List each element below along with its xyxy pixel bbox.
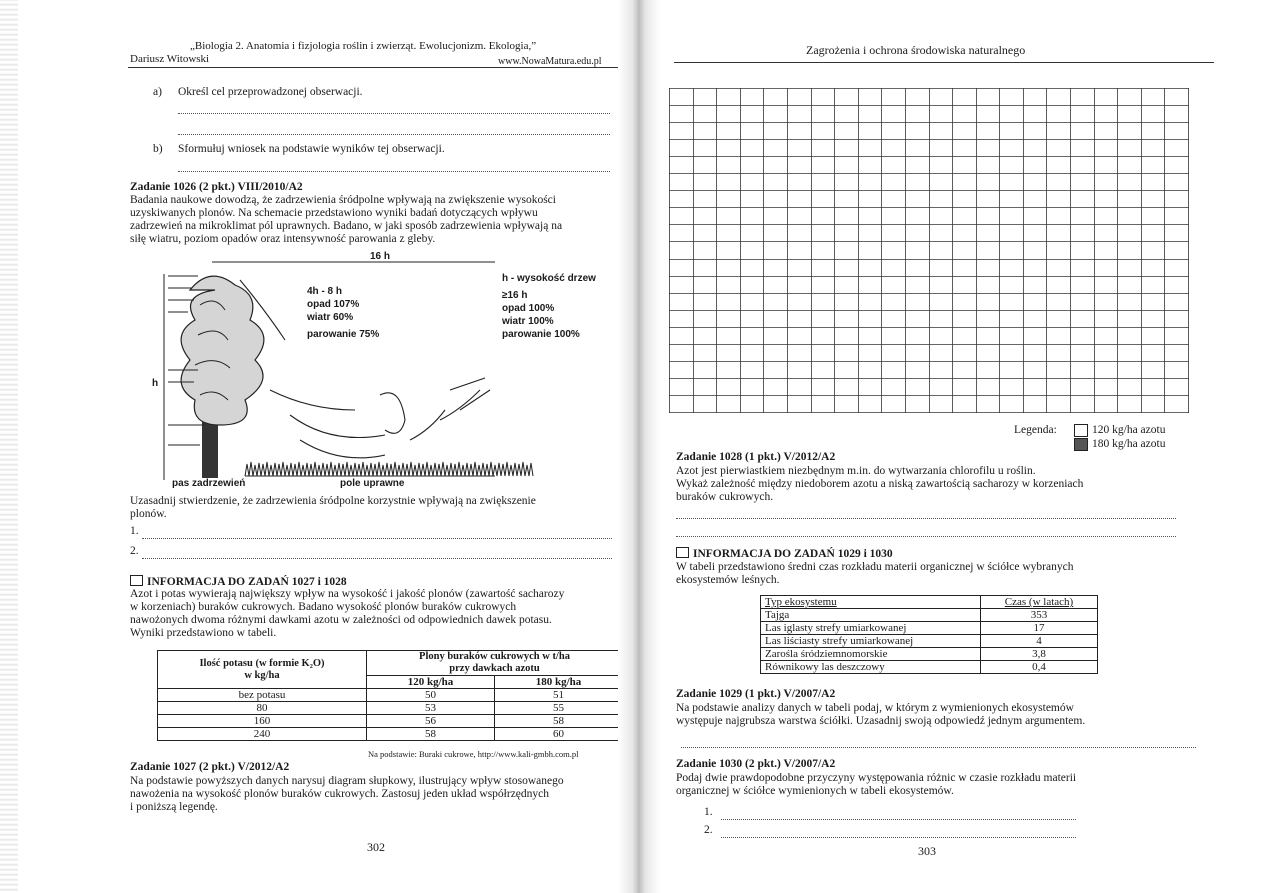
text-line: W tabeli przedstawiono średni czas rozkładu materii organicznej w ściółce wybranych [676,561,1074,573]
table-cell: 353 [981,609,1098,622]
table-row [761,661,1098,674]
table-cell: Las iglasty strefy umiarkowanej [761,622,981,635]
text-line: Uzasadnij stwierdzenie, że zadrzewienia śródpolne korzystnie wpływają na zwiększenie [130,495,536,507]
right-page [636,0,1263,893]
text-line: ekosystemów leśnych. [676,574,780,586]
near-zone-values [307,285,379,341]
table-row [761,609,1098,622]
text-line: Badania naukowe dowodzą, że zadrzewienia śródpolne wpływają na zwiększenie wysokości [130,194,556,206]
grid-graphic [669,88,1189,413]
answer-1-label: 1. [704,806,713,818]
answer-line[interactable] [681,746,1196,748]
table-cell: 58 [494,715,622,728]
yield-header [367,651,623,676]
answer-1-label: 1. [130,525,139,537]
text-line: w korzeniach) buraków cukrowych. Badano wysokość plonów buraków cukrowych [130,601,517,613]
header-line: Ilość potasu (w formie K₂O) [199,657,325,669]
text-line: buraków cukrowych. [676,491,774,503]
task-1029-text [676,702,1216,728]
header-url: www.NowaMatura.edu.pl [498,56,602,67]
question-a-label: a) [153,86,162,98]
ecosystem-table [760,595,1098,674]
ecosystem-header: Typ ekosystemu [761,596,981,609]
book-icon [130,575,143,586]
page-number: 302 [367,840,385,854]
table-row [158,728,623,741]
table-cell: 3,8 [981,648,1098,661]
header-author: Dariusz Witowski [130,53,210,65]
near-value: 4h - 8 h [307,286,343,297]
question-a-text: Określ cel przeprowadzonej obserwacji. [178,86,363,98]
table-cell: Zarośla śródziemnomorskie [761,648,981,661]
table-cell: 50 [367,689,495,702]
table-row [761,622,1098,635]
answer-line[interactable] [178,112,610,114]
table-cell: 55 [494,702,622,715]
table-cell: 51 [494,689,622,702]
table-cell: 58 [367,728,495,741]
yield-table [157,650,623,741]
far-value: parowanie 100% [502,329,580,340]
table-header-row [761,596,1098,609]
info-1029-title [676,546,893,561]
text-line: nawożonych dwoma różnymi dawkami azotu w zależności od odpowiednich dawek potasu. [130,614,552,626]
header-title: „Biologia 2. Anatomia i fizjologia roślin i zwierząt. Ewolucjonizm. Ekologia,” [190,40,537,52]
answer-line[interactable] [676,517,1176,519]
table-row [158,702,623,715]
header-line: Plony buraków cukrowych w t/ha [419,651,570,662]
header-line: przy dawkach azotu [449,663,540,674]
table-cell: 60 [494,728,622,741]
potassium-header [158,651,367,689]
table-source: Na podstawie: Buraki cukrowe, http://www.kali-gmbh.com.pl [368,749,579,759]
page-number: 303 [918,844,936,858]
legend-text: 180 kg/ha azotu [1092,438,1166,451]
page-edge [0,0,18,893]
text-line: i poniższą legendę. [130,801,218,813]
answer-line[interactable] [721,836,1076,838]
answer-line[interactable] [178,170,610,172]
answer-2-label: 2. [130,545,139,557]
text-line: występuje najgrubsza warstwa ściółki. Uzasadnij swoją odpowiedź jednym argumentem. [676,715,1086,727]
near-value: opad 107% [307,299,360,310]
text-line: uzyskiwanych plonów. Na schemacie przedstawiono wyniki badań dotyczących wpływu [130,207,538,219]
nitrogen-180-header: 180 kg/ha [494,676,622,689]
text-line: Azot i potas wywierają największy wpływ na wysokość i jakość plonów (zawartość sacharozy [130,588,565,600]
answer-line[interactable] [142,557,612,559]
text-line: Podaj dwie prawdopodobne przyczyny występowania różnic w czasie rozkładu materii [676,772,1077,784]
answer-line[interactable] [178,133,610,135]
table-cell: 160 [158,715,367,728]
text-line: organicznej w ściółce wymienionych w tabeli ekosystemów. [676,785,954,797]
table-cell: Równikowy las deszczowy [761,661,981,674]
table-cell: 240 [158,728,367,741]
far-value: wiatr 100% [502,316,554,327]
text-line: siłę wiatru, poziom opadów oraz intensywność parowania z gleby. [130,233,436,245]
far-zone-values [502,272,596,341]
table-row [158,689,623,702]
width-label: 16 h [370,251,391,262]
header-title: Zagrożenia i ochrona środowiska naturalnego [806,43,1026,57]
info-title-text: INFORMACJA DO ZADAŃ 1027 i 1028 [147,576,347,588]
question-b-text: Sformułuj wniosek na podstawie wyników tej obserwacji. [178,143,445,155]
answer-line[interactable] [676,535,1176,537]
task-1028-text [676,465,1216,504]
table-cell: 0,4 [981,661,1098,674]
time-header: Czas (w latach) [981,596,1098,609]
justify-question [130,495,620,521]
table-row [761,648,1098,661]
table-cell: 80 [158,702,367,715]
table-cell: 56 [367,715,495,728]
text-line: Na podstawie powyższych danych narysuj diagram słupkowy, ilustrujący wpływ stosowanego [130,775,564,787]
header-rule [128,67,618,68]
question-b-label: b) [153,143,163,155]
near-value: wiatr 60% [307,312,354,323]
answer-line[interactable] [142,537,612,539]
task-1028-title: Zadanie 1028 (1 pkt.) V/2012/A2 [676,451,836,463]
table-row [761,635,1098,648]
info-1027-text [130,588,620,640]
windbreak-diagram [150,250,610,490]
text-line: Wyniki przedstawiono w tabeli. [130,627,277,639]
task-1026-title: Zadanie 1026 (2 pkt.) VIII/2010/A2 [130,181,303,193]
header-line: w kg/ha [244,669,280,681]
table-cell: 17 [981,622,1098,635]
text-line: Azot jest pierwiastkiem niezbędnym m.in. do wytwarzania chlorofilu u roślin. [676,465,1036,477]
legend-item-180 [1070,438,1165,451]
table-cell: 53 [367,702,495,715]
text-line: nawożenia na wysokość plonów buraków cukrowych. Zastosuj jeden układ współrzędnych [130,788,550,800]
table-cell: 4 [981,635,1098,648]
nitrogen-120-header: 120 kg/ha [367,676,495,689]
legend-label: Legenda: [1014,424,1057,436]
legend-swatch-hatched [1074,438,1088,451]
task-1027-text [130,775,620,814]
info-1029-text [676,561,1216,587]
table-cell: Tajga [761,609,981,622]
task-1029-title: Zadanie 1029 (1 pkt.) V/2007/A2 [676,688,836,700]
info-1027-title [130,574,347,589]
task-1030-title: Zadanie 1030 (2 pkt.) V/2007/A2 [676,758,836,770]
book-gutter [618,0,660,893]
legend-item-120 [1070,424,1165,437]
answer-2-label: 2. [704,824,713,836]
text-line: Wykaż zależność między niedoborem azotu a niską zawartością sacharozy w korzeniach [676,478,1084,490]
book-icon [676,547,689,558]
task-1027-title: Zadanie 1027 (2 pkt.) V/2012/A2 [130,761,290,773]
text-line: Na podstawie analizy danych w tabeli podaj, w którym z wymienionych ekosystemów [676,702,1074,714]
table-cell: bez potasu [158,689,367,702]
answer-line[interactable] [721,818,1076,820]
field-label: pole uprawne [340,478,405,489]
far-value: h - wysokość drzew [502,273,596,284]
answer-grid[interactable] [669,88,1189,413]
table-cell: Las liściasty strefy umiarkowanej [761,635,981,648]
header-rule [674,62,1214,63]
far-value: opad 100% [502,303,555,314]
tree-height-label: h [152,378,159,389]
task-1026-text [130,194,620,246]
legend-text: 120 kg/ha azotu [1092,424,1166,437]
near-value: parowanie 75% [307,329,380,340]
text-line: plonów. [130,508,167,520]
table-row [158,715,623,728]
text-line: zadrzewień na mikroklimat pól uprawnych. Badano, w jaki sposób zadrzewienia wpływają na [130,220,563,232]
legend-swatch-empty [1074,424,1088,437]
info-title-text: INFORMACJA DO ZADAŃ 1029 i 1030 [693,548,893,560]
belt-label: pas zadrzewień [172,478,246,489]
table-header-row [158,651,623,676]
task-1030-text [676,772,1216,798]
far-value: ≥16 h [502,290,528,301]
